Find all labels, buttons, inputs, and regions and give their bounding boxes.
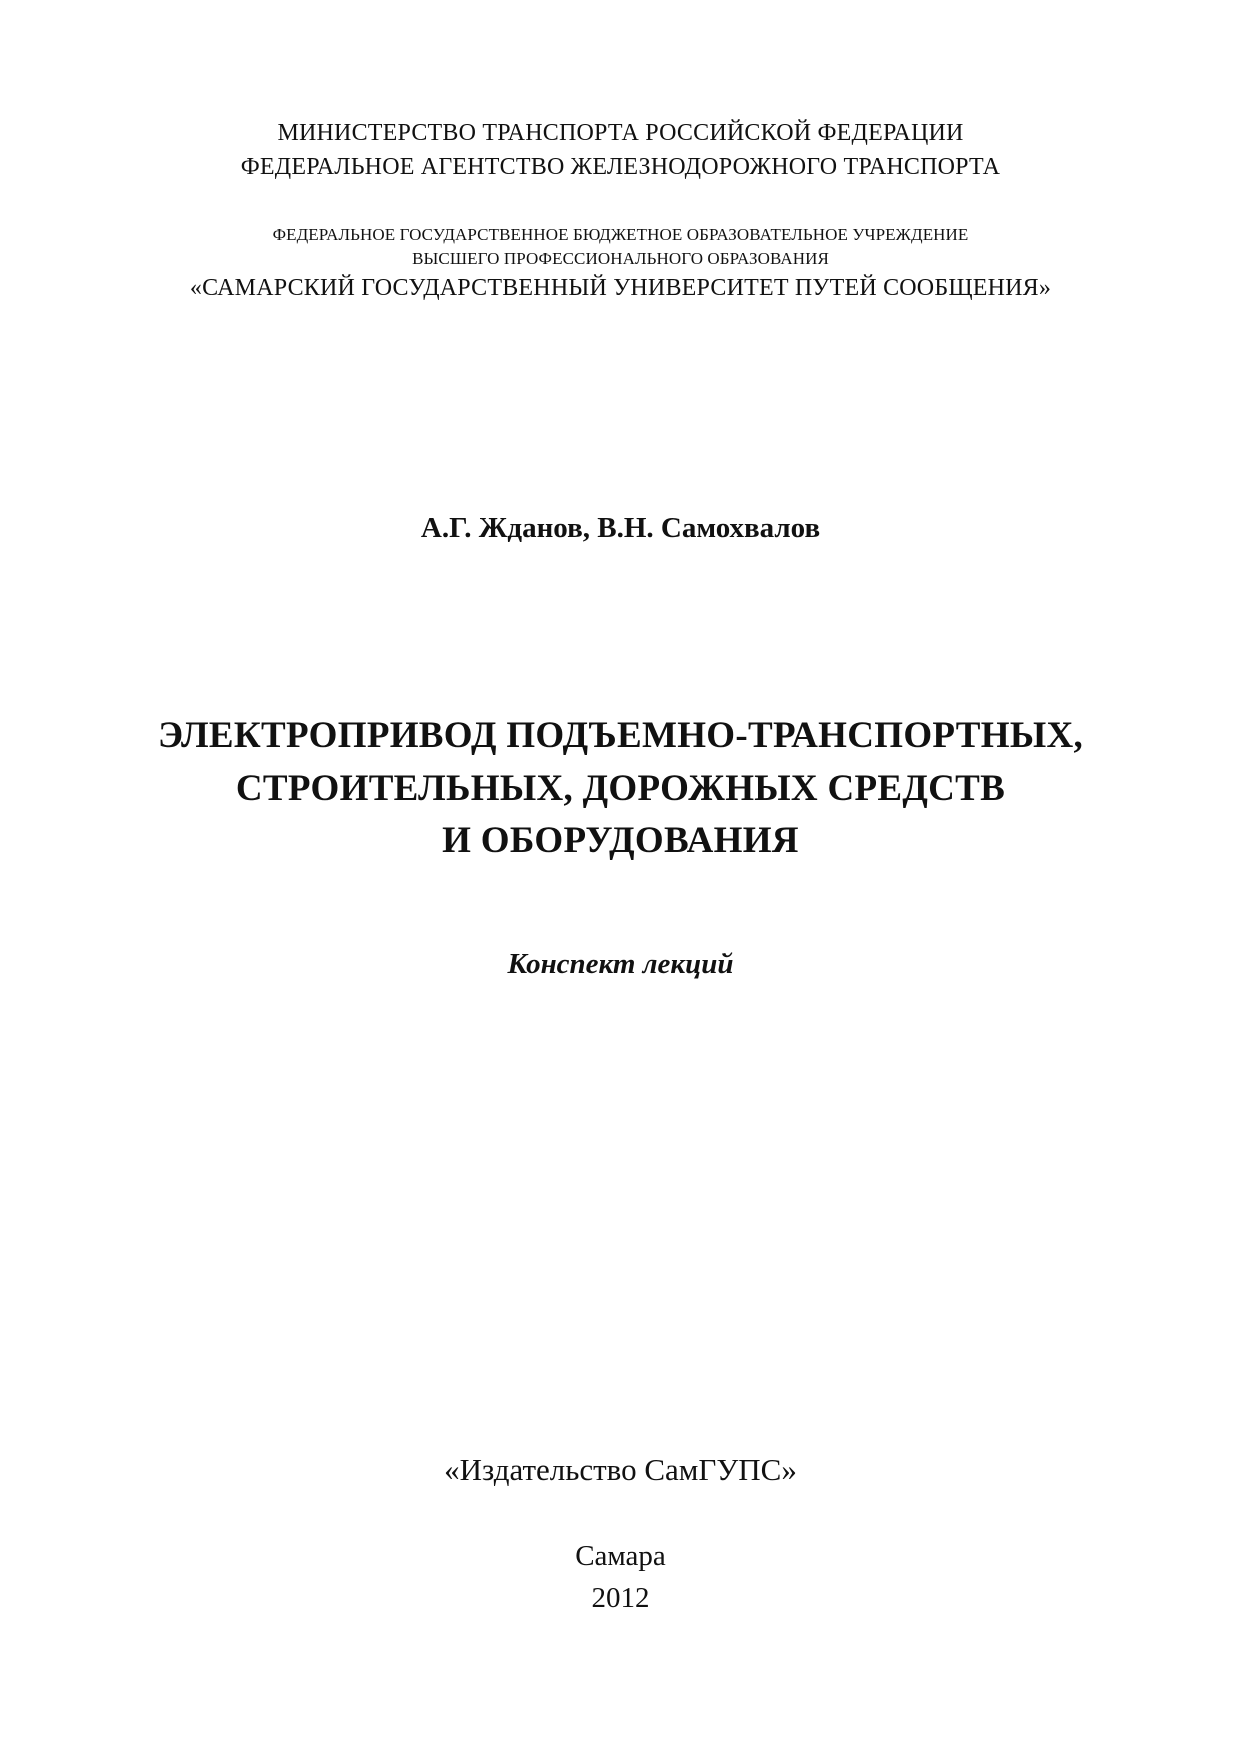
subtitle: Конспект лекций <box>507 948 734 980</box>
authors: А.Г. Жданов, В.Н. Самохвалов <box>420 512 821 544</box>
institution-type-line2: ВЫСШЕГО ПРОФЕССИОНАЛЬНОГО ОБРАЗОВАНИЯ <box>412 249 829 268</box>
year: 2012 <box>591 1582 650 1614</box>
book-title-line2: СТРОИТЕЛЬНЫХ, ДОРОЖНЫХ СРЕДСТВ <box>235 768 1006 809</box>
institution-type-line1: ФЕДЕРАЛЬНОЕ ГОСУДАРСТВЕННОЕ БЮДЖЕТНОЕ ОБРАЗОВАТЕЛЬНОЕ УЧРЕЖДЕНИЕ <box>272 225 969 244</box>
book-title-line3: И ОБОРУДОВАНИЯ <box>442 820 799 861</box>
publisher: «Издательство СамГУПС» <box>444 1452 797 1487</box>
university-name: «САМАРСКИЙ ГОСУДАРСТВЕННЫЙ УНИВЕРСИТЕТ ПУТЕЙ СООБЩЕНИЯ» <box>189 275 1052 301</box>
city: Самара <box>575 1540 666 1572</box>
agency-name: ФЕДЕРАЛЬНОЕ АГЕНТСТВО ЖЕЛЕЗНОДОРОЖНОГО ТРАНСПОРТА <box>240 154 1001 180</box>
ministry-name: МИНИСТЕРСТВО ТРАНСПОРТА РОССИЙСКОЙ ФЕДЕРАЦИИ <box>277 120 964 146</box>
book-title-line1: ЭЛЕКТРОПРИВОД ПОДЪЕМНО-ТРАНСПОРТНЫХ, <box>157 715 1084 756</box>
